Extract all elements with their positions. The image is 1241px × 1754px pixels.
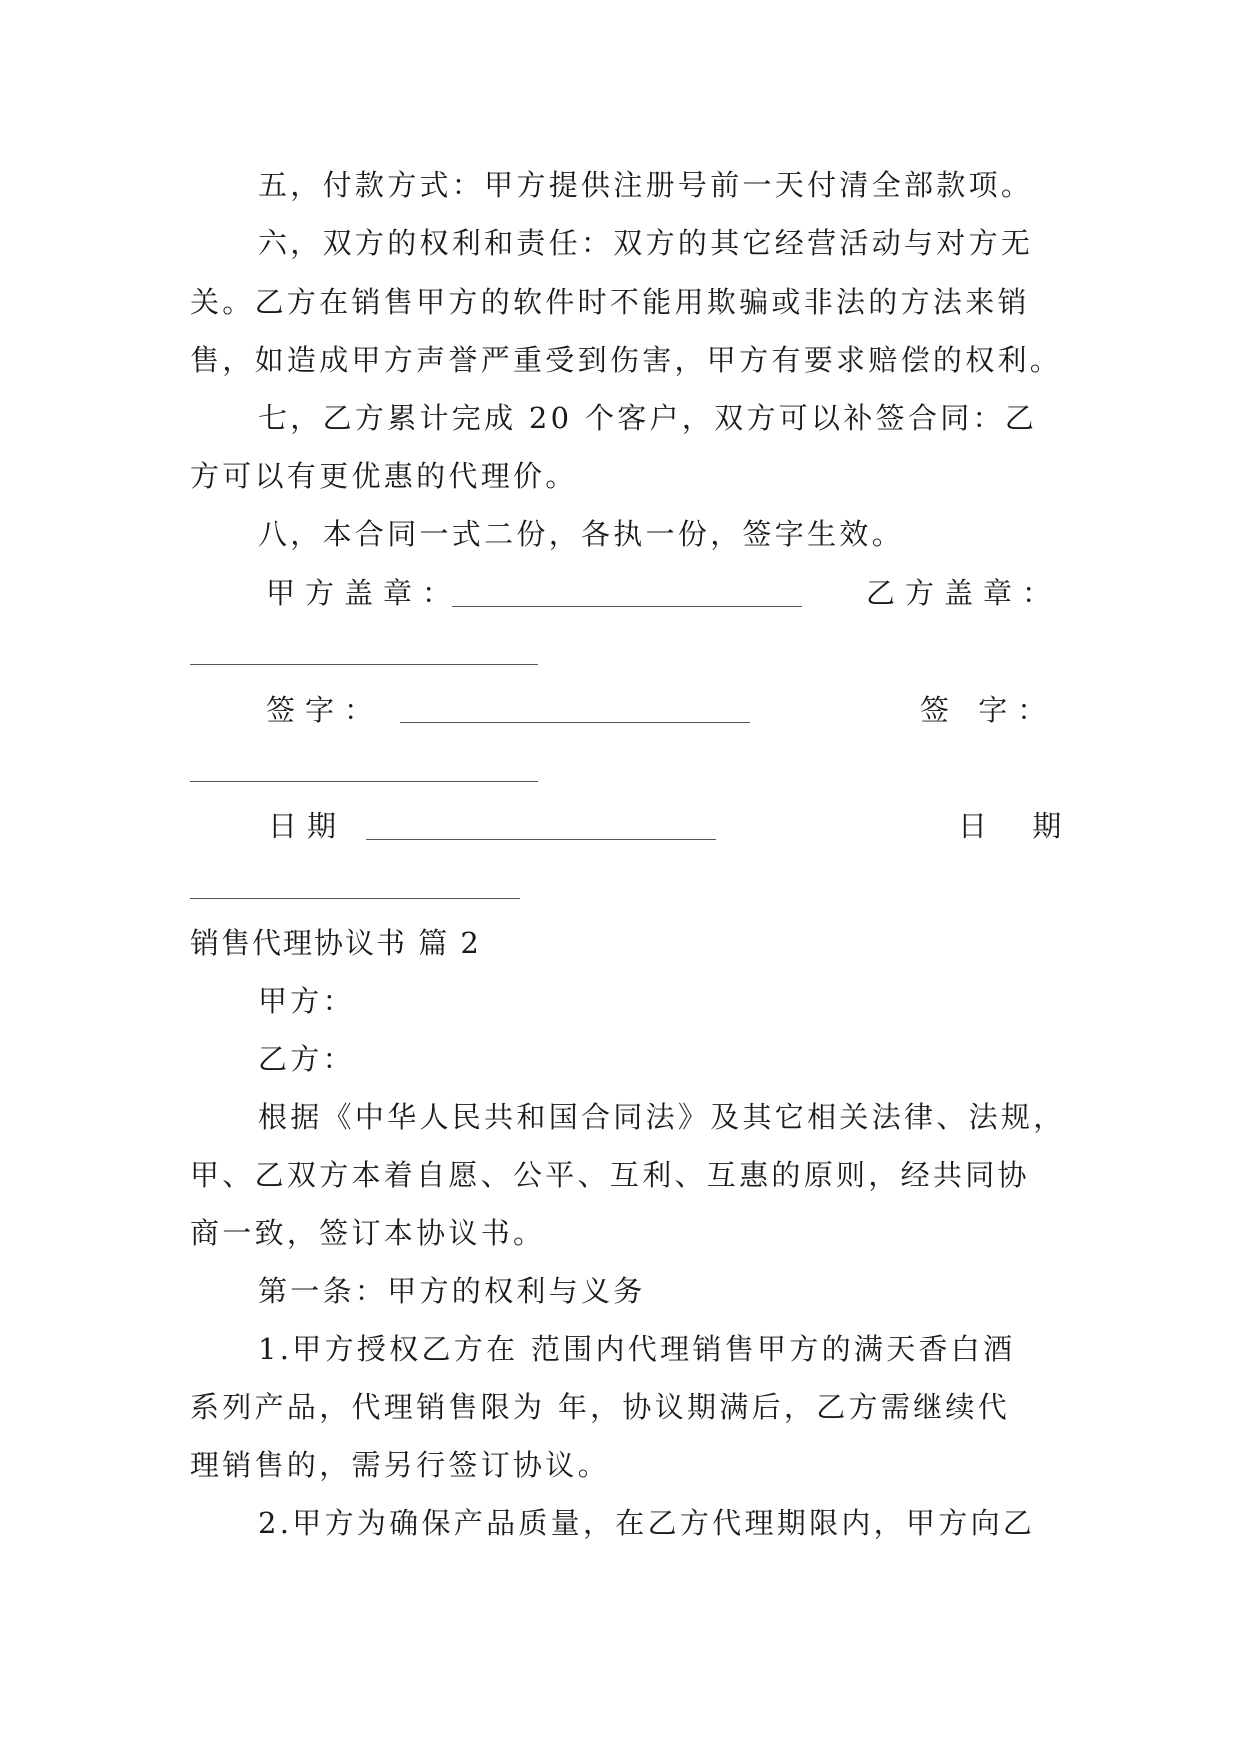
party-b-date-line — [190, 898, 520, 899]
party-a-date-line — [366, 839, 716, 840]
party-b-field: 乙方： — [258, 1042, 355, 1076]
article-1-heading: 第一条：甲方的权利与义务 — [258, 1274, 646, 1308]
party-a-seal-label: 甲方盖章： — [266, 576, 462, 610]
party-b-seal-label: 乙方盖章： — [866, 576, 1062, 610]
clause-6-line-2: 关。乙方在销售甲方的软件时不能用欺骗或非法的方法来销 — [190, 285, 1030, 319]
party-a-date-label: 日期 — [268, 809, 347, 843]
item-1-line-3: 理销售的，需另行签订协议。 — [190, 1448, 610, 1482]
party-a-sign-label: 签字： — [266, 693, 384, 727]
item-1-line-2: 系列产品，代理销售限为 年，协议期满后，乙方需继续代 — [190, 1390, 1011, 1424]
clause-5-line-1: 五，付款方式：甲方提供注册号前一天付清全部款项。 — [258, 168, 1034, 202]
party-b-sign-label: 签 字： — [920, 693, 1057, 727]
party-b-seal-line — [190, 664, 538, 665]
item-1-line-1: 1.甲方授权乙方在 范围内代理销售甲方的满天香白酒 — [258, 1332, 1016, 1366]
intro-line-1: 根据《中华人民共和国合同法》及其它相关法律、法规， — [258, 1100, 1066, 1134]
party-b-date-label: 日 期 — [958, 809, 1080, 843]
clause-7-line-1: 七，乙方累计完成 20 个客户，双方可以补签合同：乙 — [258, 401, 1038, 435]
party-a-field: 甲方： — [258, 984, 355, 1018]
clause-6-line-3: 售，如造成甲方声誉严重受到伤害，甲方有要求赔偿的权利。 — [190, 343, 1063, 377]
party-a-sign-line — [400, 722, 750, 723]
intro-line-3: 商一致，签订本协议书。 — [190, 1216, 546, 1250]
intro-line-2: 甲、乙双方本着自愿、公平、互利、互惠的原则，经共同协 — [190, 1158, 1030, 1192]
party-a-seal-line — [452, 606, 802, 607]
section-title: 销售代理协议书 篇 2 — [190, 926, 481, 960]
clause-6-line-1: 六，双方的权利和责任：双方的其它经营活动与对方无 — [258, 226, 1034, 260]
clause-8-line-1: 八，本合同一式二份，各执一份，签字生效。 — [258, 517, 905, 551]
clause-7-line-2: 方可以有更优惠的代理价。 — [190, 459, 578, 493]
item-2-line-1: 2.甲方为确保产品质量，在乙方代理期限内，甲方向乙 — [258, 1506, 1036, 1540]
party-b-sign-line — [190, 781, 538, 782]
